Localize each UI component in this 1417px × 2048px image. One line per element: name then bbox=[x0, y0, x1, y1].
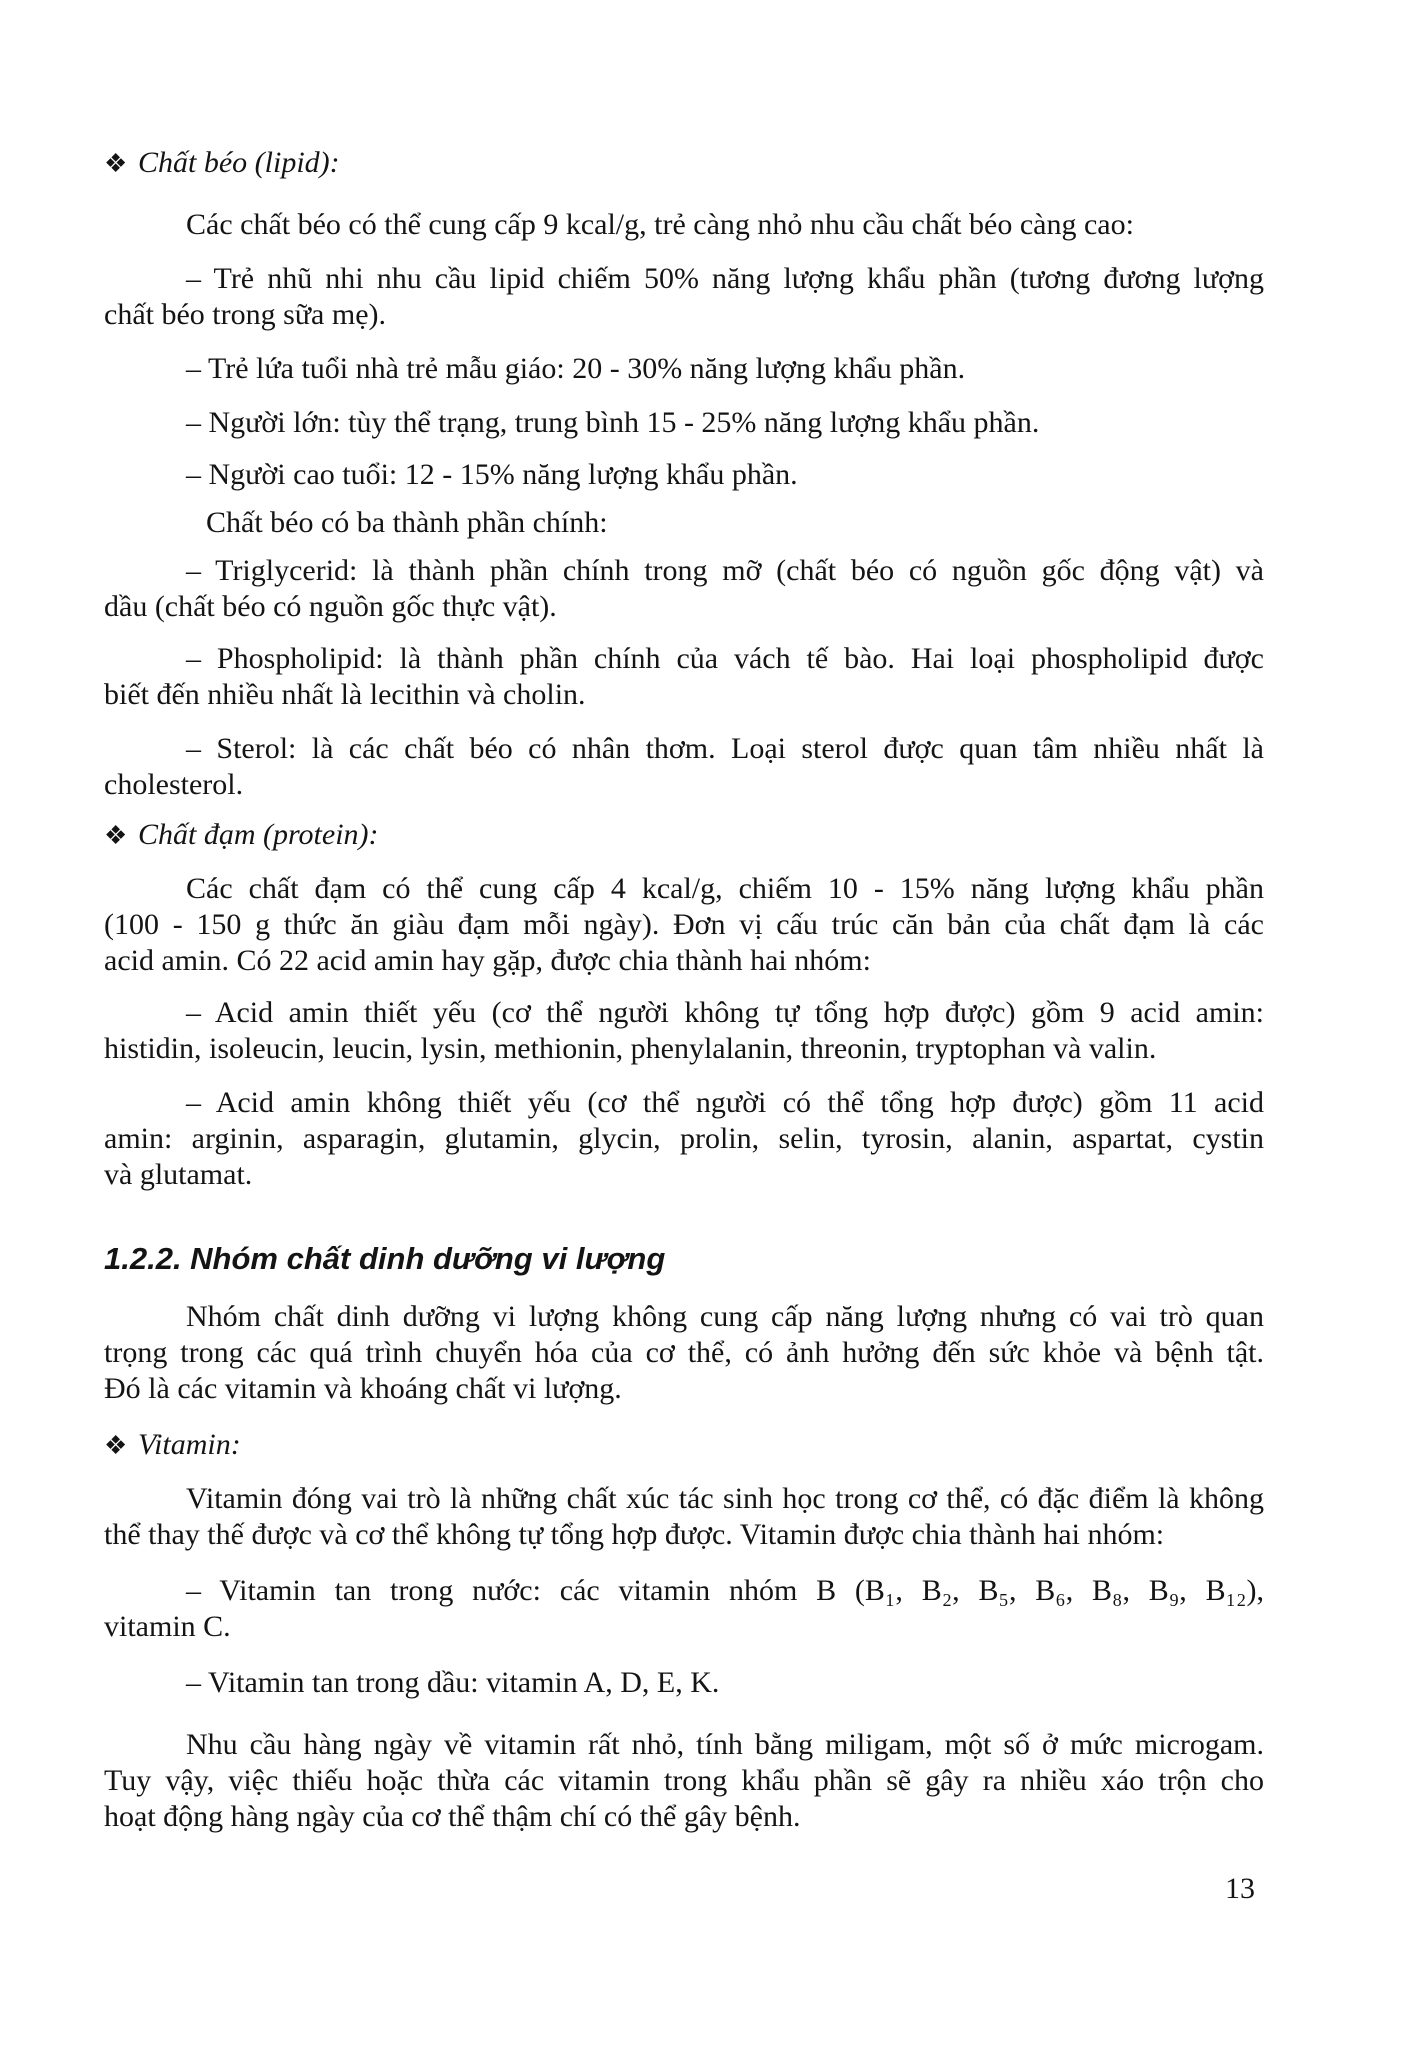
lipid-heading bbox=[104, 144, 1264, 183]
protein-item-1-line-2: histidin, isoleucin, leucin, lysin, methionin, phenylalanin, threonin, tryptophan và valin. bbox=[104, 1032, 1157, 1065]
vitamin-heading bbox=[104, 1426, 1264, 1465]
vitamin-item-1-line-2: vitamin C. bbox=[104, 1610, 231, 1643]
vitamin-item-1-line-1: – Vitamin tan trong nước: các vitamin nhóm B (B₁, B₂, B₅, B₆, B₈, B₉, B₁₂), bbox=[186, 1574, 1264, 1607]
protein-intro-line-2: (100 - 150 g thức ăn giàu đạm mỗi ngày). Đơn vị cấu trúc căn bản của chất đạm là các bbox=[104, 908, 1264, 941]
lipid-component-3-line-2: cholesterol. bbox=[104, 768, 244, 801]
lipid-components-intro: Chất béo có ba thành phần chính: bbox=[206, 506, 608, 539]
lipid-item-3: – Người lớn: tùy thể trạng, trung bình 15 - 25% năng lượng khẩu phần. bbox=[186, 406, 1040, 439]
page-number: 13 bbox=[1225, 1872, 1255, 1905]
lipid-component-1-line-1: – Triglycerid: là thành phần chính trong mỡ (chất béo có nguồn gốc động vật) và bbox=[186, 554, 1264, 587]
section-paragraph-line-2: trọng trong các quá trình chuyển hóa của cơ thể, có ảnh hưởng đến sức khỏe và bệnh tật. bbox=[104, 1336, 1264, 1369]
vitamin-heading-text: Vitamin: bbox=[138, 1428, 241, 1461]
lipid-item-2: – Trẻ lứa tuổi nhà trẻ mẫu giáo: 20 - 30% năng lượng khẩu phần. bbox=[186, 352, 966, 385]
vitamin-closing-line-2: Tuy vậy, việc thiếu hoặc thừa các vitamin trong khẩu phần sẽ gây ra nhiều xáo trộn cho bbox=[104, 1764, 1264, 1797]
protein-heading-text: Chất đạm (protein): bbox=[138, 818, 379, 851]
protein-item-2-line-1: – Acid amin không thiết yếu (cơ thể người có thể tổng hợp được) gồm 11 acid bbox=[186, 1086, 1264, 1119]
diamond-bullet-icon: ❖ bbox=[104, 149, 128, 178]
protein-heading bbox=[104, 816, 1264, 855]
protein-intro-line-1: Các chất đạm có thể cung cấp 4 kcal/g, chiếm 10 - 15% năng lượng khẩu phần bbox=[186, 872, 1264, 905]
vitamin-intro-line-1: Vitamin đóng vai trò là những chất xúc tác sinh học trong cơ thể, có đặc điểm là không bbox=[186, 1482, 1264, 1515]
protein-intro-line-3: acid amin. Có 22 acid amin hay gặp, được chia thành hai nhóm: bbox=[104, 944, 871, 977]
section-heading: 1.2.2. Nhóm chất dinh dưỡng vi lượng bbox=[104, 1241, 666, 1276]
lipid-item-1-line-2: chất béo trong sữa mẹ). bbox=[104, 298, 386, 331]
section-paragraph-line-3: Đó là các vitamin và khoáng chất vi lượng. bbox=[104, 1372, 622, 1405]
lipid-heading-text: Chất béo (lipid): bbox=[138, 146, 340, 179]
lipid-item-4: – Người cao tuổi: 12 - 15% năng lượng khẩu phần. bbox=[186, 458, 798, 491]
lipid-component-2-line-2: biết đến nhiều nhất là lecithin và cholin. bbox=[104, 678, 586, 711]
protein-item-2-line-2: amin: arginin, asparagin, glutamin, glycin, prolin, selin, tyrosin, alanin, aspartat, cystin bbox=[104, 1122, 1264, 1155]
diamond-bullet-icon: ❖ bbox=[104, 821, 128, 850]
vitamin-closing-line-1: Nhu cầu hàng ngày về vitamin rất nhỏ, tính bằng miligam, một số ở mức microgam. bbox=[186, 1728, 1264, 1761]
protein-item-2-line-3: và glutamat. bbox=[104, 1158, 253, 1191]
lipid-component-2-line-1: – Phospholipid: là thành phần chính của vách tế bào. Hai loại phospholipid được bbox=[186, 642, 1264, 675]
lipid-component-1-line-2: dầu (chất béo có nguồn gốc thực vật). bbox=[104, 590, 557, 623]
section-paragraph-line-1: Nhóm chất dinh dưỡng vi lượng không cung cấp năng lượng nhưng có vai trò quan bbox=[186, 1300, 1264, 1333]
vitamin-item-2: – Vitamin tan trong dầu: vitamin A, D, E, K. bbox=[186, 1666, 720, 1699]
vitamin-intro-line-2: thể thay thế được và cơ thể không tự tổng hợp được. Vitamin được chia thành hai nhóm: bbox=[104, 1518, 1165, 1551]
protein-item-1-line-1: – Acid amin thiết yếu (cơ thể người không tự tổng hợp được) gồm 9 acid amin: bbox=[186, 996, 1264, 1029]
lipid-intro: Các chất béo có thể cung cấp 9 kcal/g, trẻ càng nhỏ nhu cầu chất béo càng cao: bbox=[186, 208, 1134, 241]
diamond-bullet-icon: ❖ bbox=[104, 1431, 128, 1460]
lipid-component-3-line-1: – Sterol: là các chất béo có nhân thơm. Loại sterol được quan tâm nhiều nhất là bbox=[186, 732, 1264, 765]
vitamin-closing-line-3: hoạt động hàng ngày của cơ thể thậm chí có thể gây bệnh. bbox=[104, 1800, 801, 1833]
lipid-item-1-line-1: – Trẻ nhũ nhi nhu cầu lipid chiếm 50% năng lượng khẩu phần (tương đương lượng bbox=[186, 262, 1264, 295]
